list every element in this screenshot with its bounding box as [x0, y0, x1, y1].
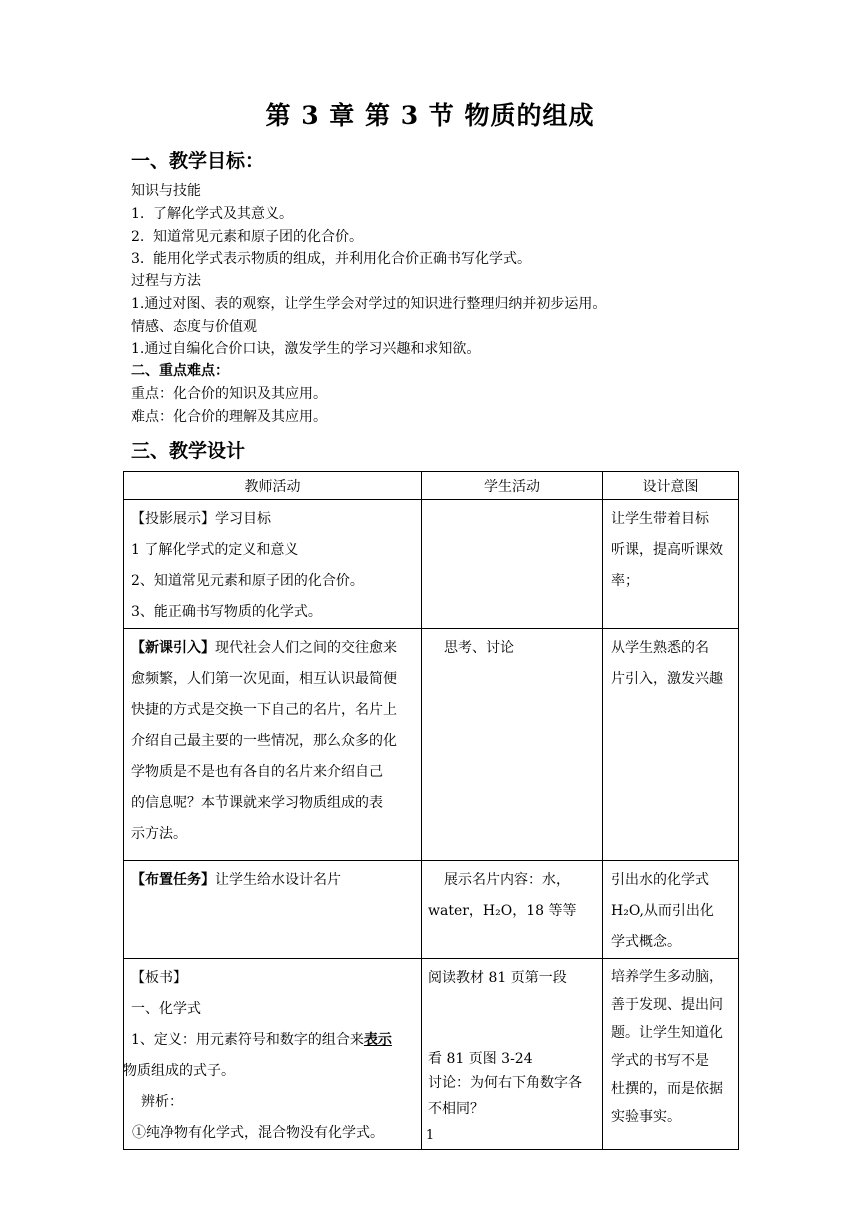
intent-cell: 让学生带着目标 听课，提高听课效 率； [603, 500, 739, 629]
teacher-cell: 【新课引入】现代社会人们之间的交往愈来 愈频繁，人们第一次见面，相互认识最简便 快捷的方式是交换一下自己的名片，名片上 介绍自己最主要的一些情况，那么众多的化 学物质是不是也有各自的名片来介绍自己 的信息呢？本节课就来学习物质组成的表 示方法。 [124, 629, 422, 861]
underlined-term: 表示 [363, 1032, 392, 1048]
knowledge-item-1: 1. 了解化学式及其意义。 [131, 206, 293, 222]
process-heading: 过程与方法 [131, 273, 201, 289]
key-point: 重点：化合价的知识及其应用。 [131, 386, 327, 402]
student-cell [422, 500, 603, 629]
header-teacher: 教师活动 [124, 472, 422, 500]
knowledge-item-3: 3. 能用化学式表示物质的组成，并利用化合价正确书写化学式。 [131, 251, 531, 267]
student-cell: 展示名片内容：水， water，H₂O，18 等等 [422, 861, 603, 959]
knowledge-item-2: 2. 知道常见元素和原子团的化合价。 [131, 229, 363, 245]
knowledge-heading: 知识与技能 [131, 183, 201, 199]
table-row [124, 629, 739, 861]
intent-cell: 从学生熟悉的名 片引入，激发兴趣 [603, 629, 739, 861]
header-intent: 设计意图 [603, 472, 739, 500]
lesson-table [123, 471, 739, 1150]
student-cell: 阅读教材 81 页第一段 看 81 页图 3-24 讨论：为何右下角数字各 不相同？ [422, 959, 603, 1150]
table-row [124, 500, 739, 629]
emotion-heading: 情感、态度与价值观 [131, 319, 257, 335]
emotion-item: 1.通过自编化合价口诀，激发学生的学习兴趣和求知欲。 [131, 341, 481, 357]
table-row [124, 861, 739, 959]
design-heading: 三、教学设计 [131, 440, 246, 462]
header-student: 学生活动 [422, 472, 603, 500]
teacher-cell: 【投影展示】学习目标 1 了解化学式的定义和意义 2、知道常见元素和原子团的化合价。 3、能正确书写物质的化学式。 [124, 500, 422, 629]
intent-cell: 培养学生多动脑， 善于发现、提出问 题。让学生知道化 学式的书写不是 杜撰的，而是依据 实验事实。 [603, 959, 739, 1150]
student-cell: 思考、讨论 [422, 629, 603, 861]
teacher-cell: 【板书】 一、化学式 1、定义：用元素符号和数字的组合来表示 物质组成的式子。 辨析： ①纯净物有化学式，混合物没有化学式。 [124, 959, 422, 1150]
objectives-heading: 一、教学目标： [131, 150, 265, 172]
page-title: 第 3 章 第 3 节 物质的组成 [265, 101, 595, 130]
teacher-cell: 【布置任务】让学生给水设计名片 [124, 861, 422, 959]
difficult-point: 难点：化合价的理解及其应用。 [131, 409, 327, 425]
page-number: 1 [425, 1128, 435, 1143]
process-item: 1.通过对图、表的观察，让学生学会对学过的知识进行整理归纳并初步运用。 [131, 296, 607, 312]
intent-cell: 引出水的化学式 H₂O,从而引出化 学式概念。 [603, 861, 739, 959]
table-header-row [124, 472, 739, 500]
table-row [124, 959, 739, 1150]
keypoints-heading: 二、重点难点： [131, 363, 229, 379]
